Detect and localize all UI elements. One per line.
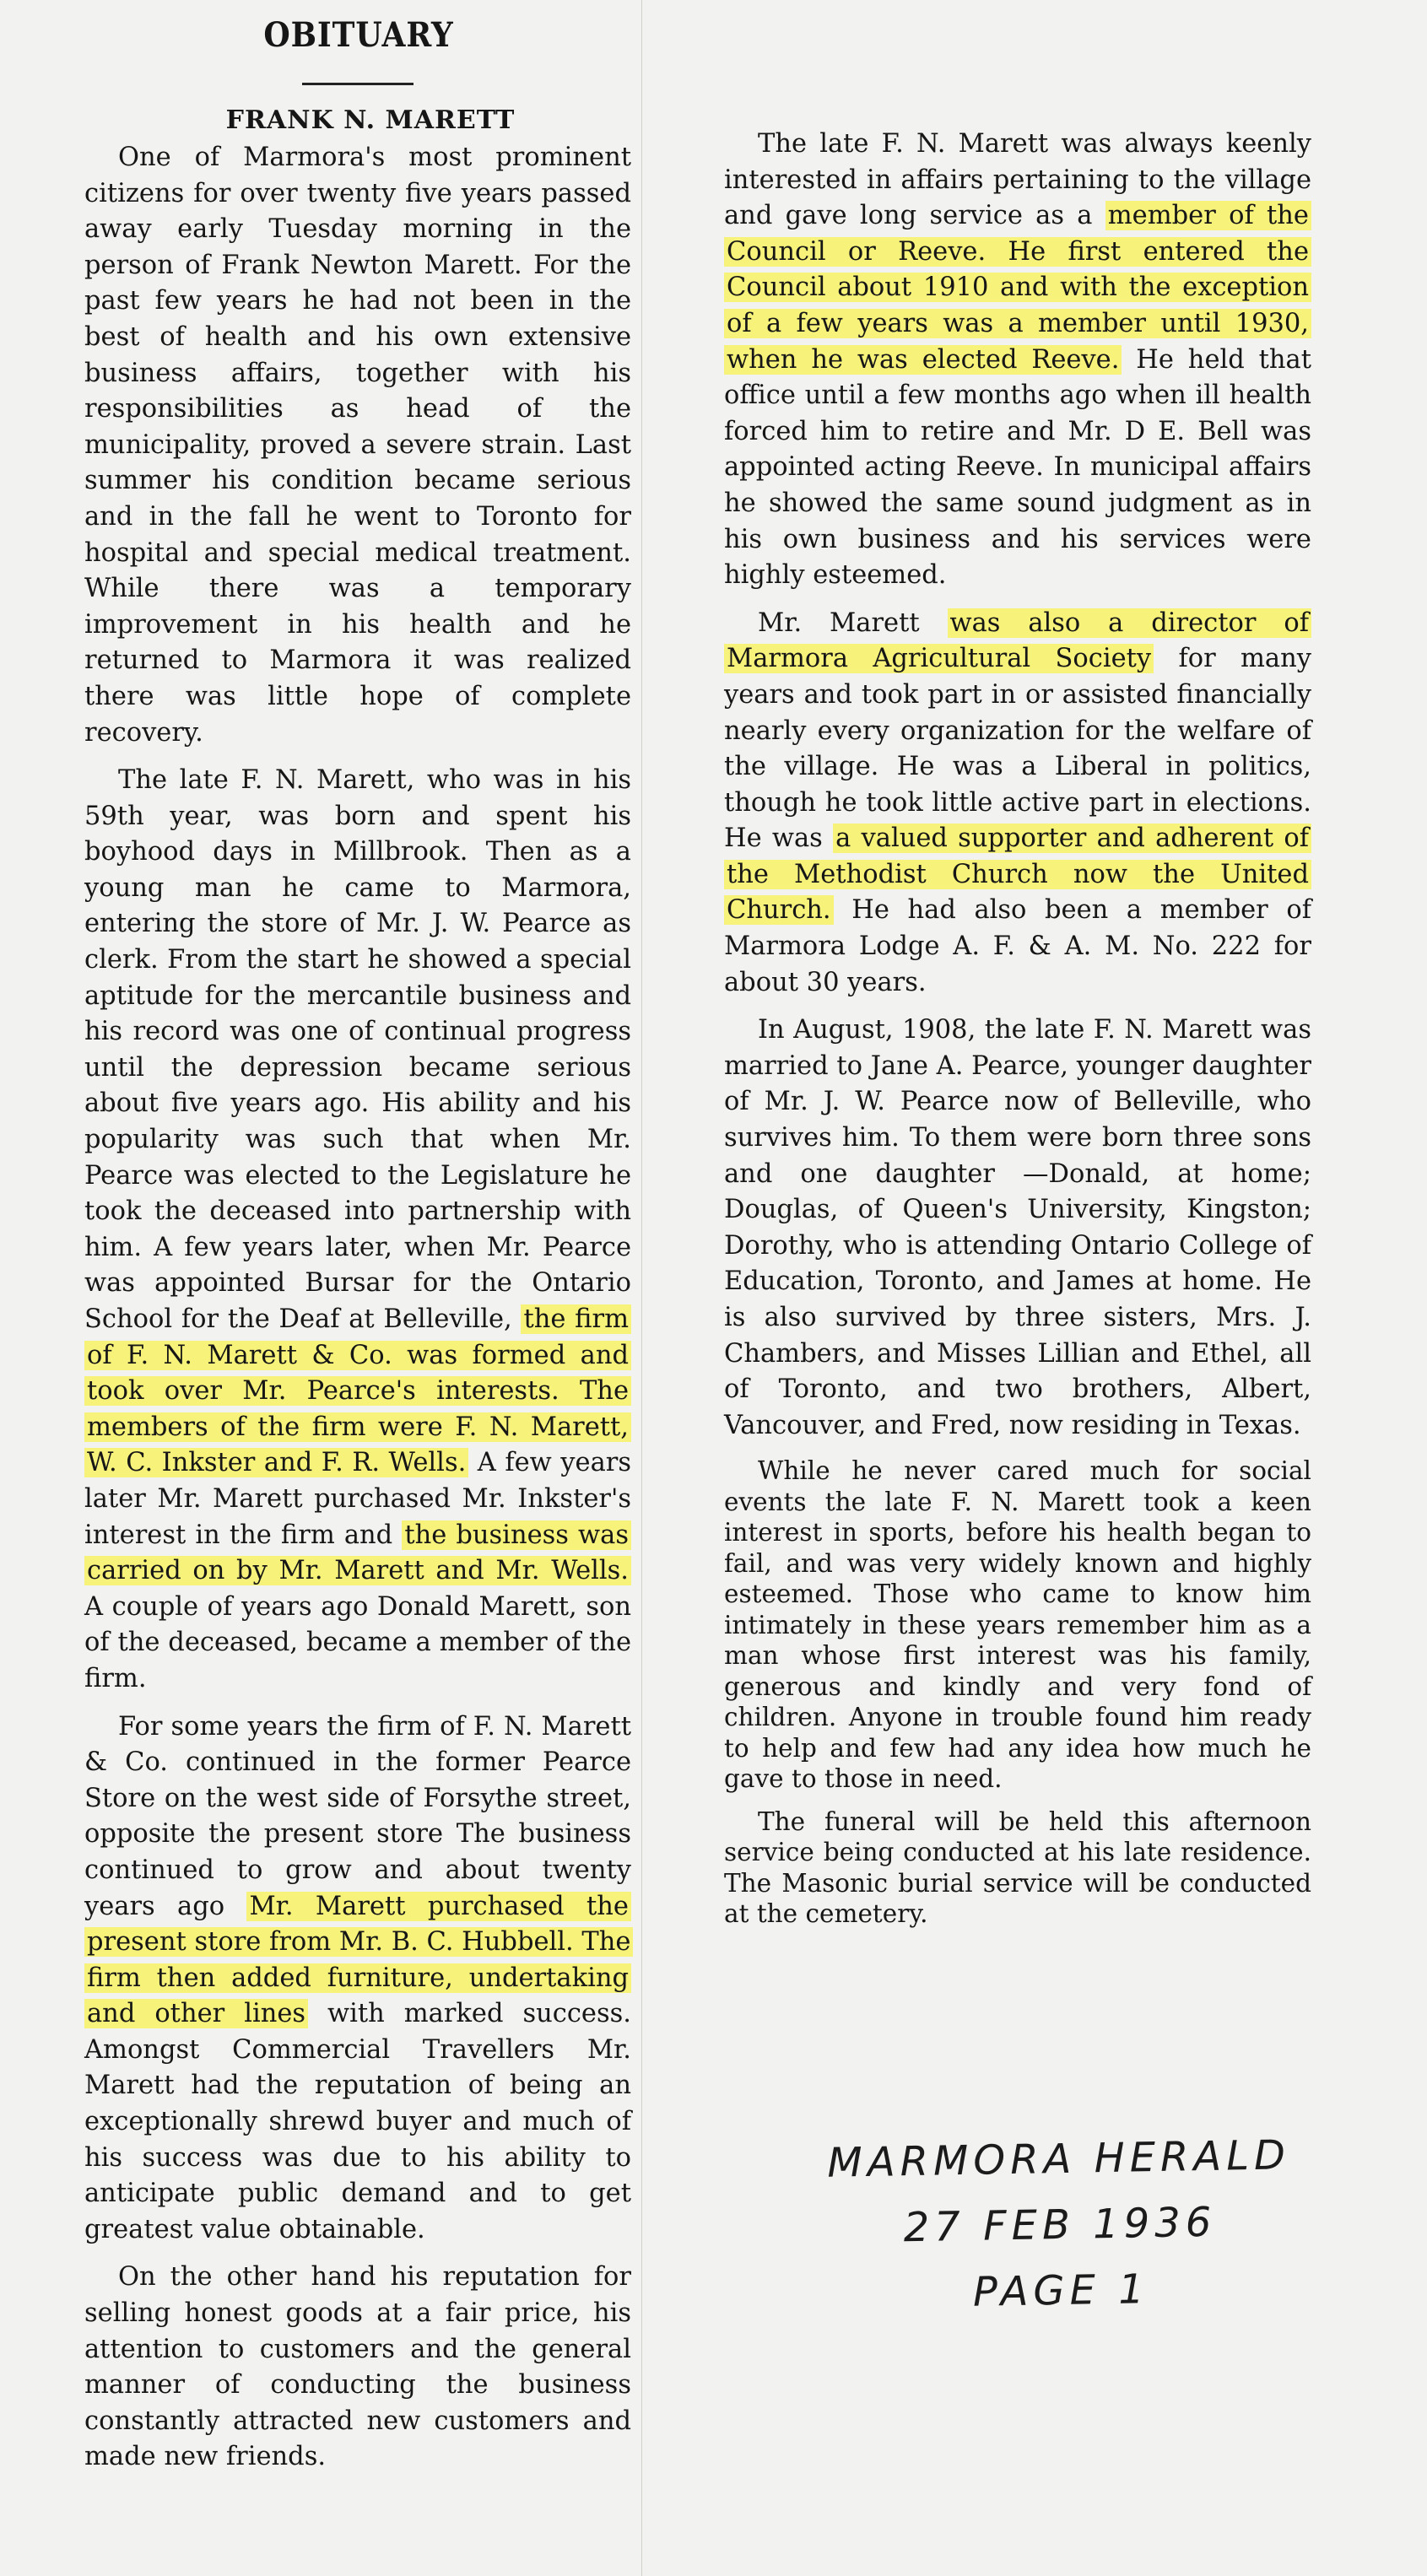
community-text-2: for many years and took part in or assisted financially nearly every organization for the welfare of the village. He was a Liberal in politics, though he took little active part in elections. He was xyxy=(724,644,1311,854)
council-text-1: The late F. N. Marett was always keenly interested in affairs pertaining to the village and gave long service as a xyxy=(724,129,1311,231)
article-subhead: FRANK N. MARETT xyxy=(225,105,516,135)
highlight-business-carried-on: the business was carried on by Mr. Marett and Mr. Wells. xyxy=(84,1520,631,1586)
council-text-2: He held that office until a few months ago when ill health forced him to retire and Mr. D E. Bell was appointed acting Reeve. In municipal affairs he showed the same sound judgment as in his own business and his services were highly esteemed. xyxy=(724,344,1312,591)
paragraph-store xyxy=(84,1709,631,2249)
handwritten-source-note xyxy=(788,2121,1332,2328)
career-text-1: The late F. N. Marett, who was in his 59th year, was born and spent his boyhood days in Millbrook. Then as a young man he came to Marmora, entering the store of Mr. J. W. Pearce as clerk. From the start he showed a special aptitude for the mercantile business and his record was one of continual progress until the depression became serious about five years ago. His ability and his popularity was such that when Mr. Pearce was elected to the Legislature he took the deceased into partnership with him. A few years later, when Mr. Pearce was appointed Bursar for the Ontario School for the Deaf at Belleville, xyxy=(84,765,631,1334)
career-text-3: A couple of years ago Donald Marett, son of the deceased, became a member of the firm. xyxy=(84,1591,631,1693)
paragraph-funeral: The funeral will be held this afternoon service being conducted at his late residence. The Masonic burial service will be conducted at the cemetery. xyxy=(724,1806,1311,1929)
highlight-agricultural-society: was also a director of Marmora Agricultural Society xyxy=(724,608,1311,674)
career-text-2: A few years later Mr. Marett purchased Mr. Inkster's interest in the firm and xyxy=(84,1448,631,1550)
obituary-heading: OBITUARY xyxy=(263,15,454,55)
paragraph-community xyxy=(724,606,1311,1002)
highlight-firm-formed: the firm of F. N. Marett & Co. was formed and took over Mr. Pearce's interests. The members of the firm were F. N. Marett, W. C. Inkster and F. R. Wells. xyxy=(84,1304,631,1477)
paragraph-intro: One of Marmora's most prominent citizens for over twenty five years passed away early Tuesday morning in the person of Frank Newton Marett. For the past few years he had not been in the best of health and his own extensive business affairs, together with his responsibilities as head of the municipality, proved a severe strain. Last summer his condition became serious and in the fall he went to Toronto for hospital and special medical treatment. While there was a temporary improvement in his health and he returned to Marmora it was realized there was little hope of complete recovery. xyxy=(84,143,631,748)
paragraph-family: In August, 1908, the late F. N. Marett was married to Jane A. Pearce, younger daughter of Mr. J. W. Pearce now of Belleville, who survives him. To them were born three sons and one daughter —Donald, at home; Douglas, of Queen's University, Kingston; Dorothy, who is attending Ontario College of Education, Toronto, and James at home. He is also survived by three sisters, Mrs. J. Chambers, and Misses Lillian and Ethel, all of Toronto, and two brothers, Albert, Vancouver, and Fred, now residing in Texas. xyxy=(724,1015,1311,1440)
highlight-council-reeve: member of the Council or Reeve. He first entered the Council about 1910 and with the exception of a few years was a member until 1930, when he was elected Reeve. xyxy=(724,201,1311,374)
paragraph-character: While he never cared much for social events the late F. N. Marett took a keen interest in sports, before his health began to fail, and was very widely known and highly esteemed. Those who came to know him intimately in these years remember him as a man whose first interest was his family, generous and kindly and very fond of children. Anyone in trouble found him ready to help and few had any idea how much he gave to those in need. xyxy=(724,1456,1311,1794)
source-date: 27 FEB 1936 xyxy=(903,2198,1217,2252)
paragraph-career xyxy=(84,763,631,1697)
paragraph-council xyxy=(724,127,1311,594)
left-column xyxy=(84,101,631,2487)
highlight-church: a valued supporter and adherent of the Methodist Church now the United Church. xyxy=(724,824,1311,925)
highlight-store-purchase: Mr. Marett purchased the present store from Mr. B. C. Hubbell. The firm then added furniture, undertaking and other lines xyxy=(84,1892,633,2029)
paragraph-reputation: On the other hand his reputation for selling honest goods at a fair price, his attention to customers and the general manner of conducting the business constantly attracted new customers and made new friends. xyxy=(84,2262,631,2472)
source-page: PAGE 1 xyxy=(972,2265,1150,2316)
community-text-3: He had also been a member of Marmora Lodge A. F. & A. M. No. 222 for about 30 years. xyxy=(724,895,1311,997)
heading-rule xyxy=(302,83,414,85)
fold-line xyxy=(641,0,642,2576)
right-column xyxy=(724,127,1311,1941)
community-text-1: Mr. Marett xyxy=(758,608,948,638)
store-text-1: For some years the firm of F. N. Marett & Co. continued in the former Pearce Store on the west side of Forsythe street, opposite the present store The business continued to grow and about twenty years ago xyxy=(84,1711,631,1921)
source-newspaper: MARMORA HERALD xyxy=(826,2131,1291,2187)
store-text-2: with marked success. Amongst Commercial Travellers Mr. Marett had the reputation of being an exceptionally shrewd buyer and much of his success was due to his ability to anticipate public demand and to get greatest value obtainable. xyxy=(84,1999,631,2244)
